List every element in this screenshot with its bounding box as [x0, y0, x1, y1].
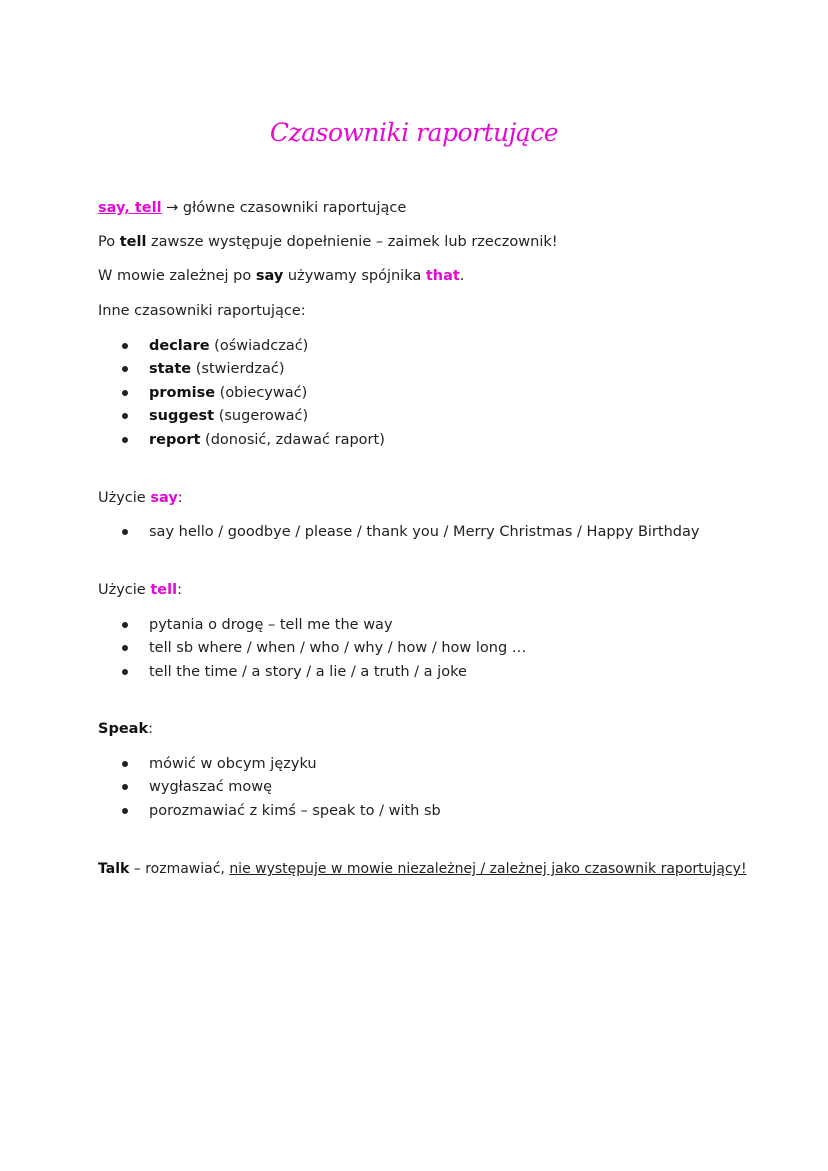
intro-line3-post: .	[459, 268, 465, 284]
intro-line3-pre: W mowie zależnej po	[98, 268, 256, 284]
list-item-text: mówić w obcym języku	[149, 756, 317, 772]
list-item	[122, 754, 441, 777]
say-heading-keyword: say	[150, 490, 178, 506]
verb-meaning: (sugerować)	[214, 408, 309, 425]
verb-meaning: (oświadczać)	[209, 338, 309, 354]
intro-line2-pre: Po	[98, 234, 120, 250]
list-item-text: say hello / goodbye / please / thank you / Merry Christmas / Happy Birthday	[149, 524, 700, 540]
intro-line2-post: zawsze występuje dopełnienie – zaimek lub rzeczownik!	[146, 234, 558, 250]
verb-meaning: (stwierdzać)	[191, 361, 285, 378]
list-item	[122, 383, 385, 406]
verb: report	[149, 431, 201, 448]
bullet-icon	[122, 529, 128, 535]
tell-usage-list	[122, 615, 526, 685]
list-item	[122, 522, 699, 545]
talk-line-text: – rozmawiać,	[129, 861, 230, 877]
list-item	[122, 430, 385, 453]
bullet-icon	[122, 784, 128, 790]
bullet-icon	[122, 390, 128, 396]
bullet-icon	[122, 413, 128, 419]
list-item	[122, 777, 441, 800]
intro-line1-text: główne czasowniki raportujące	[178, 200, 407, 216]
say-keyword: say	[255, 268, 284, 284]
verb-meaning: (obiecywać)	[215, 384, 308, 401]
say-heading-post: :	[177, 490, 183, 506]
say-heading-pre: Użycie	[98, 490, 151, 506]
tell-heading-post: :	[177, 582, 182, 598]
list-item	[122, 801, 441, 824]
verb: promise	[149, 384, 216, 401]
say-tell-keyword: say, tell	[98, 200, 162, 216]
talk-line-underlined: nie występuje w mowie niezależnej / zależnej jako czasownik raportujący!	[229, 861, 747, 877]
intro-line-say-tell	[98, 198, 406, 218]
talk-keyword: Talk	[98, 861, 130, 877]
list-item-text: pytania o drogę – tell me the way	[149, 617, 393, 633]
verb: suggest	[149, 408, 215, 425]
intro-line-tell	[98, 232, 558, 252]
say-usage-list	[122, 522, 699, 545]
list-item	[122, 336, 385, 359]
list-item	[122, 359, 385, 382]
bullet-icon	[122, 366, 128, 372]
list-item	[122, 662, 526, 685]
bullet-icon	[122, 622, 128, 628]
that-keyword: that	[425, 268, 460, 284]
verb-meaning: (donosić, zdawać raport)	[200, 431, 385, 448]
list-item-text: porozmawiać z kimś – speak to / with sb	[149, 802, 441, 819]
speak-heading-keyword: Speak	[98, 721, 149, 737]
list-item-text: tell sb where / when / who / why / how / how long …	[149, 640, 527, 657]
intro-line3-mid: używamy spójnika	[283, 268, 426, 284]
other-verbs-heading: Inne czasowniki raportujące:	[98, 303, 306, 319]
tell-section-heading	[98, 580, 182, 600]
arrow-right-icon: →	[166, 200, 179, 216]
talk-line	[98, 859, 747, 879]
other-verbs-list	[122, 336, 385, 453]
bullet-icon	[122, 761, 128, 767]
bullet-icon	[122, 808, 128, 814]
list-item	[122, 615, 526, 638]
list-item	[122, 638, 526, 661]
tell-heading-keyword: tell	[150, 582, 178, 598]
tell-keyword: tell	[119, 234, 147, 250]
speak-usage-list	[122, 754, 441, 824]
list-item	[122, 406, 385, 429]
speak-heading-post: :	[148, 721, 153, 737]
bullet-icon	[122, 437, 128, 443]
list-item-text: wygłaszać mowę	[149, 779, 273, 796]
say-section-heading	[98, 488, 183, 508]
intro-line-say-that	[98, 266, 464, 286]
bullet-icon	[122, 343, 128, 349]
bullet-icon	[122, 645, 128, 651]
verb: declare	[149, 338, 210, 354]
tell-heading-pre: Użycie	[98, 582, 151, 598]
speak-section-heading	[98, 719, 153, 739]
bullet-icon	[122, 669, 128, 675]
list-item-text: tell the time / a story / a lie / a truth / a joke	[149, 663, 467, 680]
verb: state	[149, 361, 192, 378]
page-title: Czasowniki raportujące	[269, 118, 559, 147]
